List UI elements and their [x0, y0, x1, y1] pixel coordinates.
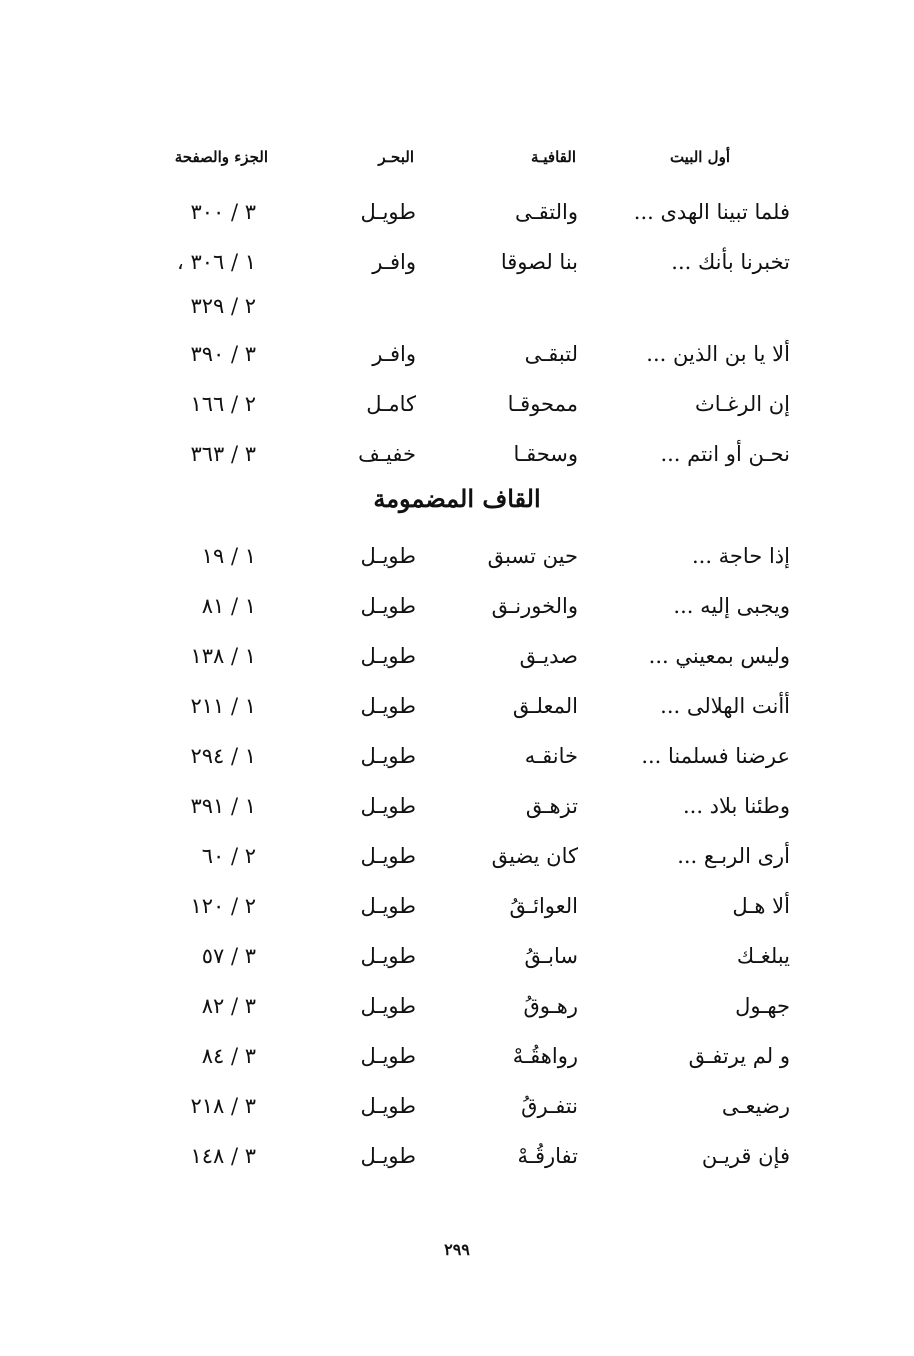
meter-cell: طويـل [360, 994, 416, 1018]
rhyme-cell: نتفـرقُ [521, 1094, 578, 1118]
ref-cell: ٣ / ٢١٨ [190, 1094, 256, 1118]
table-row [0, 290, 914, 330]
first-verse-cell: تخبرنا بأنك ... [671, 250, 790, 274]
table-row [0, 1140, 914, 1180]
rhyme-cell: رهـوقُ [523, 994, 578, 1018]
ref-cell: ١ / ١٣٨ [190, 644, 256, 668]
meter-cell: وافـر [372, 250, 416, 274]
ref-cell: ٢ / ١٢٠ [190, 894, 256, 918]
rhyme-cell: خانقـه [524, 744, 578, 768]
meter-cell: طويـل [360, 1094, 416, 1118]
meter-cell: كامـل [366, 392, 416, 416]
ref-cell: ١ / ٣٠٦ ، [176, 250, 256, 274]
first-verse-cell: فلما تبينا الهدى ... [633, 200, 790, 224]
header-rhyme: القافيـة [530, 148, 576, 166]
header-first-verse: أول البيت [669, 148, 730, 166]
section-title: القاف المضمومة [373, 484, 541, 513]
first-verse-cell: رضيعـى [721, 1094, 790, 1118]
ref-cell: ٣ / ٣٠٠ [190, 200, 256, 224]
meter-cell: طويـل [360, 694, 416, 718]
meter-cell: خفيـف [358, 442, 416, 466]
ref-cell: ٣ / ٥٧ [201, 944, 256, 968]
meter-cell: طويـل [360, 844, 416, 868]
table-row [0, 740, 914, 780]
ref-cell: ١ / ٢٩٤ [190, 744, 256, 768]
rhyme-cell: صديـق [519, 644, 578, 668]
rhyme-cell: بنا لصوقا [500, 250, 578, 274]
ref-cell: ٣ / ٨٤ [201, 1044, 256, 1068]
rhyme-cell: حين تسبق [487, 544, 578, 568]
table-row [0, 790, 914, 830]
first-verse-cell: ويجبى إليه ... [673, 594, 790, 618]
rhyme-cell: وسحقـا [513, 442, 578, 466]
table-row [0, 940, 914, 980]
first-verse-cell: فإن قريـن [701, 1144, 790, 1168]
rhyme-cell: والتقـى [515, 200, 578, 224]
table-row [0, 640, 914, 680]
first-verse-cell: ألا يا بن الذين ... [646, 342, 790, 366]
meter-cell: طويـل [360, 644, 416, 668]
table-row [0, 1040, 914, 1080]
table-row [0, 196, 914, 236]
first-verse-cell: و لم يرتفـق [688, 1044, 790, 1068]
rhyme-cell: رواهقُـهْ [512, 1044, 578, 1068]
first-verse-cell: نحـن أو انتم ... [660, 442, 790, 466]
table-row [0, 388, 914, 428]
rhyme-cell: المعلـق [512, 694, 578, 718]
table-row [0, 338, 914, 378]
rhyme-cell: لتبقـى [524, 342, 578, 366]
meter-cell: طويـل [360, 1144, 416, 1168]
ref-cell: ٣ / ٨٢ [201, 994, 256, 1018]
rhyme-cell: سابـقُ [524, 944, 578, 968]
meter-cell: طويـل [360, 894, 416, 918]
ref-cell: ١ / ٢١١ [190, 694, 256, 718]
table-row [0, 690, 914, 730]
ref-cell: ٣ / ٣٩٠ [190, 342, 256, 366]
header-volume-page: الجزء والصفحة [174, 148, 268, 166]
first-verse-cell: ألا هـل [732, 894, 790, 918]
table-row [0, 438, 914, 478]
meter-cell: وافـر [372, 342, 416, 366]
ref-cell: ٣ / ٣٦٣ [190, 442, 256, 466]
table-row [0, 590, 914, 630]
table-row [0, 990, 914, 1030]
meter-cell: طويـل [360, 794, 416, 818]
table-row [0, 540, 914, 580]
rhyme-cell: تفارقُـهْ [517, 1144, 578, 1168]
meter-cell: طويـل [360, 944, 416, 968]
table-row [0, 840, 914, 880]
header-meter: البحـر [378, 148, 414, 166]
first-verse-cell: أرى الربـع ... [677, 844, 790, 868]
first-verse-cell: أأنت الهلالى ... [660, 694, 790, 718]
ref-cell: ٣ / ١٤٨ [190, 1144, 256, 1168]
first-verse-cell: عرضنا فسلمنا ... [641, 744, 790, 768]
page-number: ٢٩٩ [444, 1240, 470, 1259]
table-row [0, 1090, 914, 1130]
first-verse-cell: يبلغـك [736, 944, 790, 968]
ref-cell: ٢ / ٦٠ [201, 844, 256, 868]
ref-cell: ٢ / ٣٢٩ [190, 294, 256, 318]
ref-cell: ١ / ٣٩١ [190, 794, 256, 818]
rhyme-cell: العوائـقُ [509, 894, 578, 918]
ref-cell: ١ / ١٩ [201, 544, 256, 568]
ref-cell: ١ / ٨١ [201, 594, 256, 618]
first-verse-cell: إن الرغـاث [694, 392, 790, 416]
meter-cell: طويـل [360, 1044, 416, 1068]
ref-cell: ٢ / ١٦٦ [190, 392, 256, 416]
first-verse-cell: جهـول [735, 994, 790, 1018]
rhyme-cell: تزهـق [525, 794, 578, 818]
first-verse-cell: إذا حاجة ... [691, 544, 790, 568]
first-verse-cell: وليس بمعيني ... [648, 644, 790, 668]
table-row [0, 890, 914, 930]
meter-cell: طويـل [360, 594, 416, 618]
rhyme-cell: ممحوقـا [507, 392, 578, 416]
meter-cell: طويـل [360, 744, 416, 768]
meter-cell: طويـل [360, 200, 416, 224]
first-verse-cell: وطئنا بلاد ... [682, 794, 790, 818]
rhyme-cell: كان يضيق [491, 844, 578, 868]
meter-cell: طويـل [360, 544, 416, 568]
table-row [0, 246, 914, 286]
rhyme-cell: والخورنـق [491, 594, 578, 618]
